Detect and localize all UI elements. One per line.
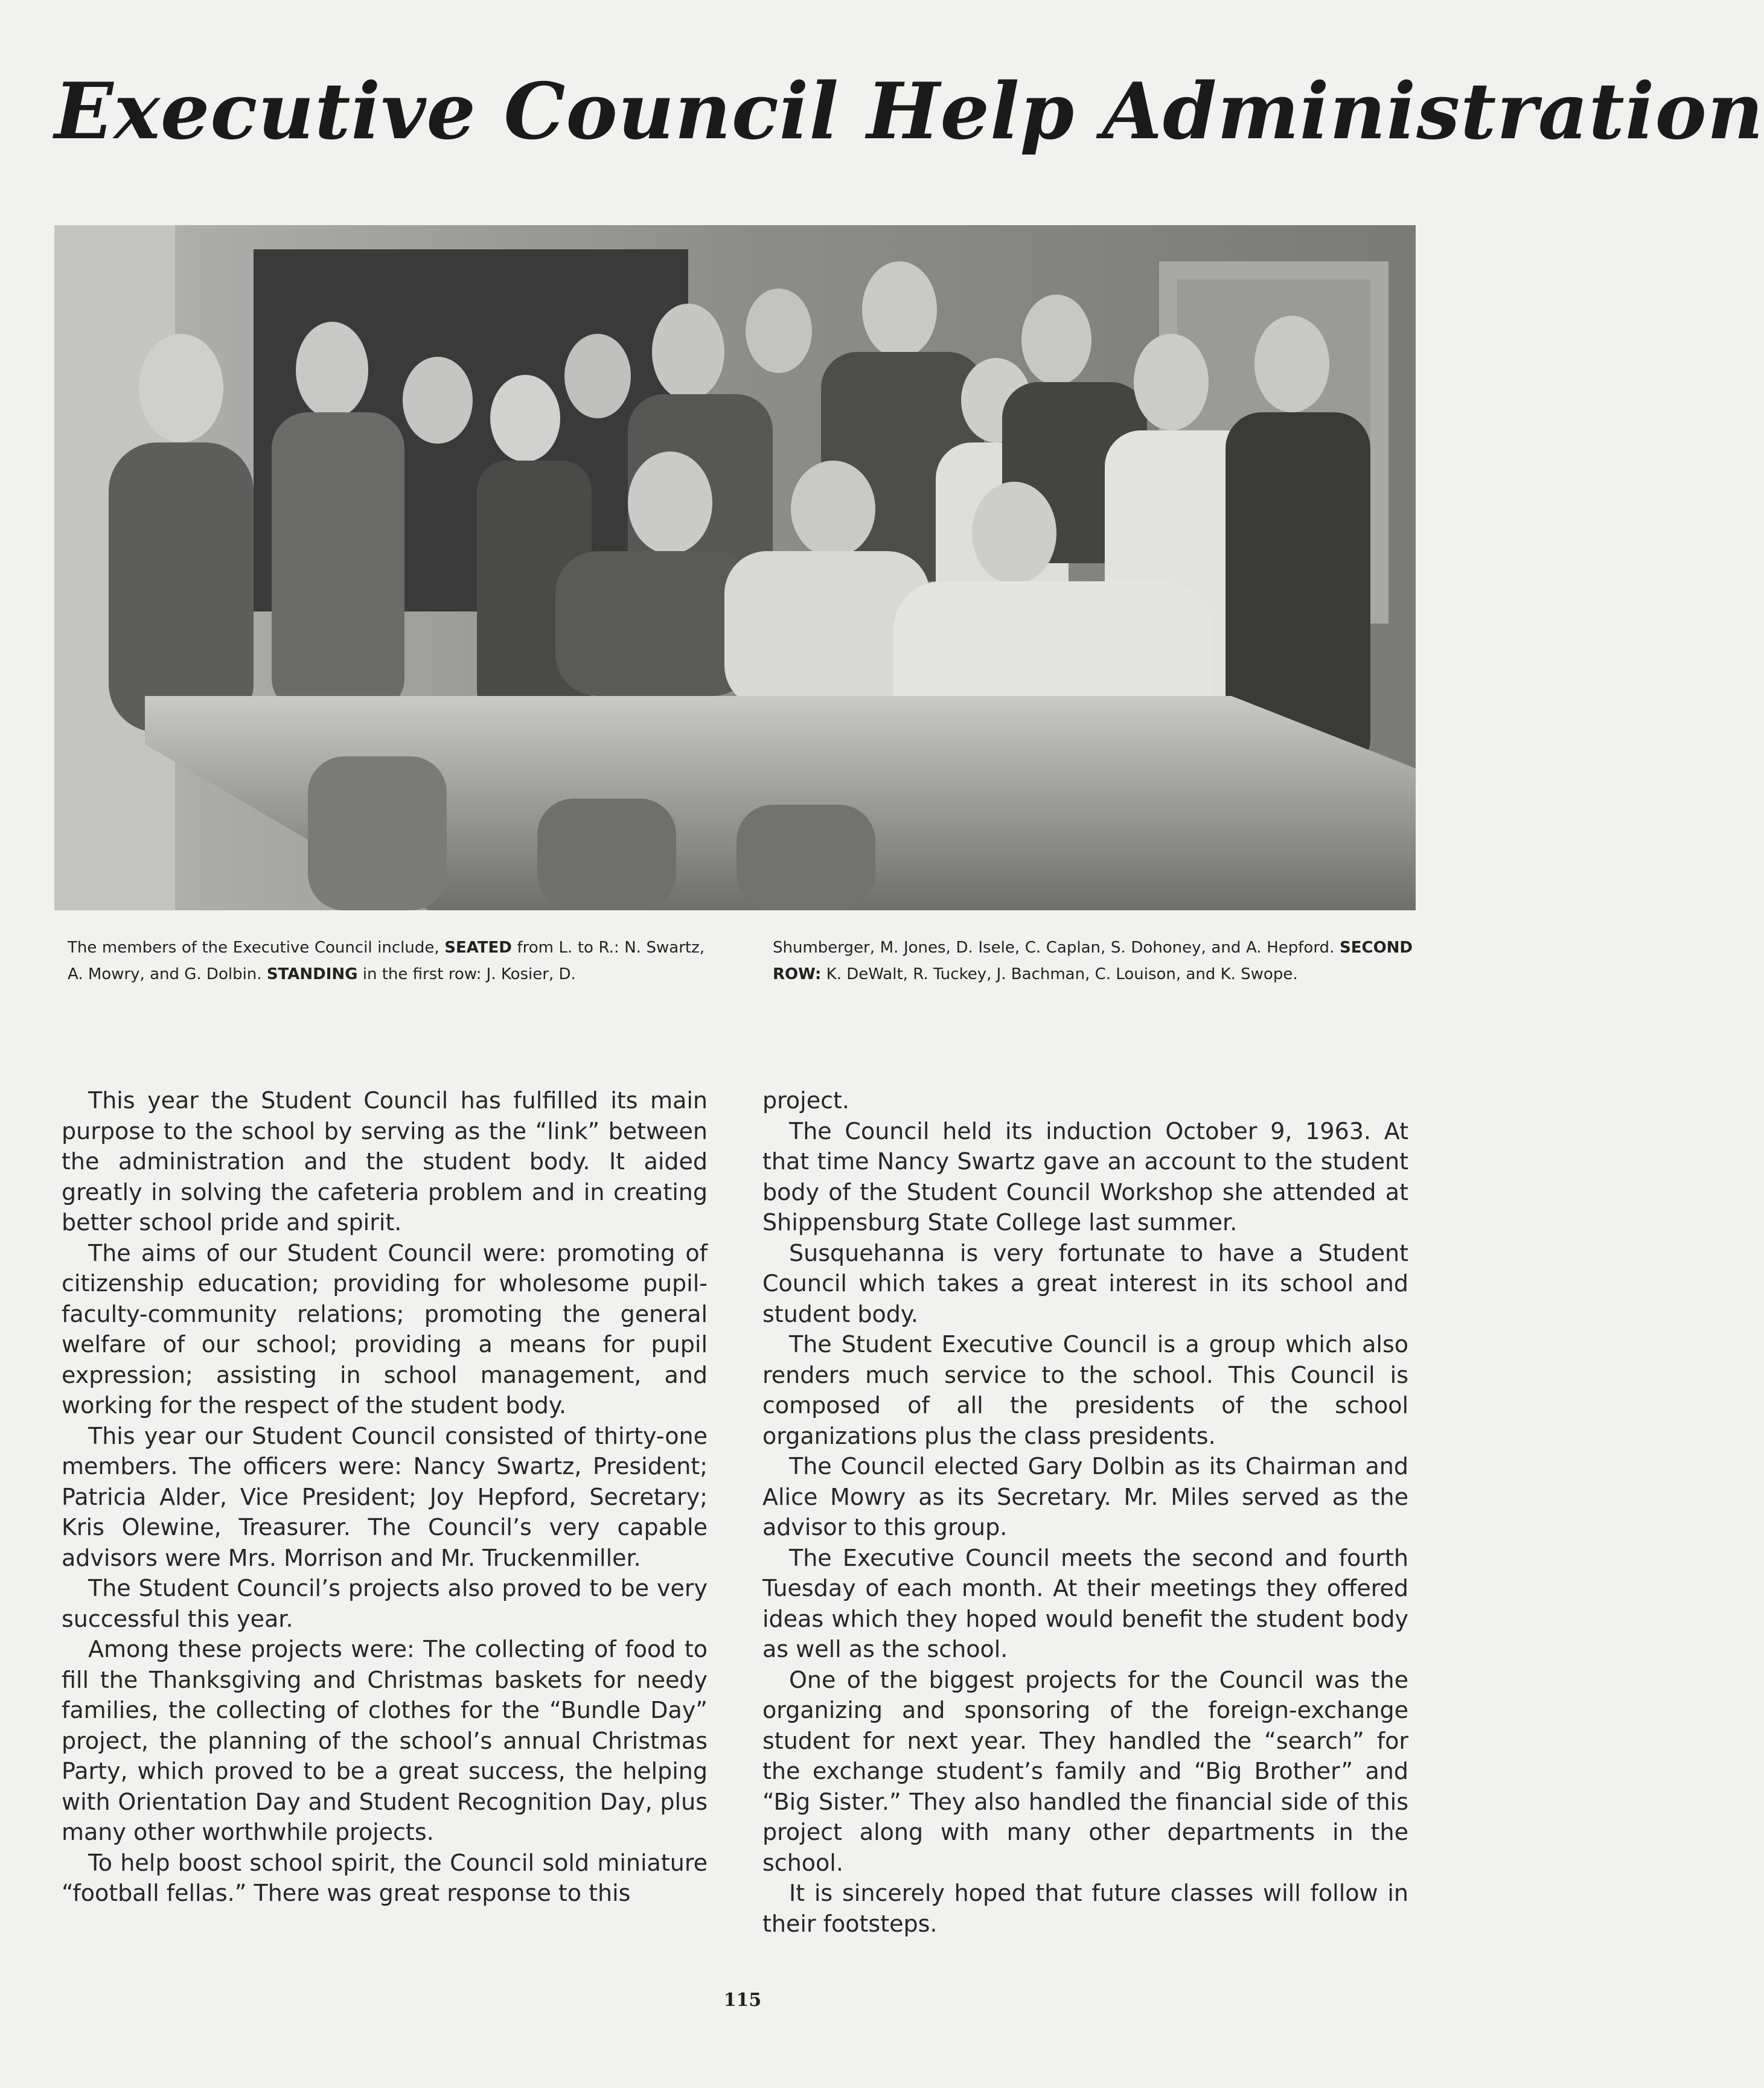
caption-standing-label: STANDING — [266, 965, 358, 983]
page-headline: Executive Council Help Administration — [54, 66, 1764, 157]
caption-text: in the first row: J. Kosier, D. — [357, 965, 576, 983]
caption-text: from L. to R.: N. Swartz, A. Mowry, and G. Dolbin. — [68, 939, 705, 983]
caption-text: K. DeWalt, R. Tuckey, J. Bachman, C. Louison, and K. Swope. — [821, 965, 1298, 983]
article-paragraph: The Student Council’s projects also proved to be very successful this year. — [62, 1575, 708, 1632]
article-paragraph: It is sincerely hoped that future classes will follow in their footsteps. — [762, 1880, 1408, 1937]
caption-second-row-label: SECOND ROW: — [773, 939, 1413, 983]
caption-seated-label: SEATED — [444, 939, 512, 957]
article-column-right — [762, 1085, 1408, 1939]
photo-caption-right — [773, 934, 1413, 988]
article-paragraph: This year our Student Council consisted of thirty-one members. The officers were: Nancy Swartz, President; Patricia Alder, Vice President; Joy Hepford, Secretary; Kris Olewine, Treasurer. The Council’s very capable advisors were Mrs. Morrison and Mr. Truckenmiller. — [62, 1422, 708, 1571]
article-paragraph: One of the biggest projects for the Council was the organizing and sponsoring of the foreign-exchange student for next year. They handled the “search” for the exchange student’s family and “Big Brother” and “Big Sister.” They also handled the financial side of this project along with many other departments in the school. — [762, 1666, 1408, 1876]
article-paragraph: The Executive Council meets the second and fourth Tuesday of each month. At their meetings they offered ideas which they hoped would benefit the student body as well as the school. — [762, 1544, 1408, 1662]
article-paragraph: This year the Student Council has fulfilled its main purpose to the school by serving as the “link” between the administration and the student body. It aided greatly in solving the cafeteria problem and in creating better school pride and spirit. — [62, 1087, 708, 1236]
caption-text: Shumberger, M. Jones, D. Isele, C. Caplan, S. Dohoney, and A. Hepford. — [773, 939, 1335, 957]
photo-caption-left — [68, 934, 705, 988]
group-photo-icon — [54, 225, 1416, 910]
article-paragraph: The Council held its induction October 9, 1963. At that time Nancy Swartz gave an account to the student body of the Student Council Workshop she attended at Shippensburg State College last summer. — [762, 1117, 1408, 1236]
article-paragraph: Among these projects were: The collecting of food to fill the Thanksgiving and Christmas baskets for needy families, the collecting of clothes for the “Bundle Day” project, the planning of the school’s annual Christmas Party, which proved to be a great success, the helping with Orientation Day and Student Recognition Day, plus many other worthwhile projects. — [62, 1636, 708, 1845]
caption-text: The members of the Executive Council include, — [68, 939, 445, 957]
article-column-left — [62, 1085, 708, 1909]
article-paragraph: The Council elected Gary Dolbin as its Chairman and Alice Mowry as its Secretary. Mr. Miles served as the advisor to this group. — [762, 1453, 1408, 1540]
article-paragraph: To help boost school spirit, the Council sold miniature “football fellas.” There was great response to this — [62, 1849, 708, 1906]
page-number: 115 — [723, 1990, 762, 2011]
article-continuation: project. — [762, 1087, 849, 1114]
group-photo — [54, 225, 1416, 910]
article-paragraph: The Student Executive Council is a group which also renders much service to the school. This Council is composed of all the presidents of the school organizations plus the class presidents. — [762, 1331, 1408, 1449]
article-paragraph: The aims of our Student Council were: promoting of citizenship education; providing for wholesome pupil-faculty-community relations; promoting the general welfare of our school; providing a means for pupil expression; assisting in school management, and working for the respect of the student body. — [62, 1239, 708, 1419]
article-paragraph: Susquehanna is very fortunate to have a Student Council which takes a great interest in its school and student body. — [762, 1239, 1408, 1327]
